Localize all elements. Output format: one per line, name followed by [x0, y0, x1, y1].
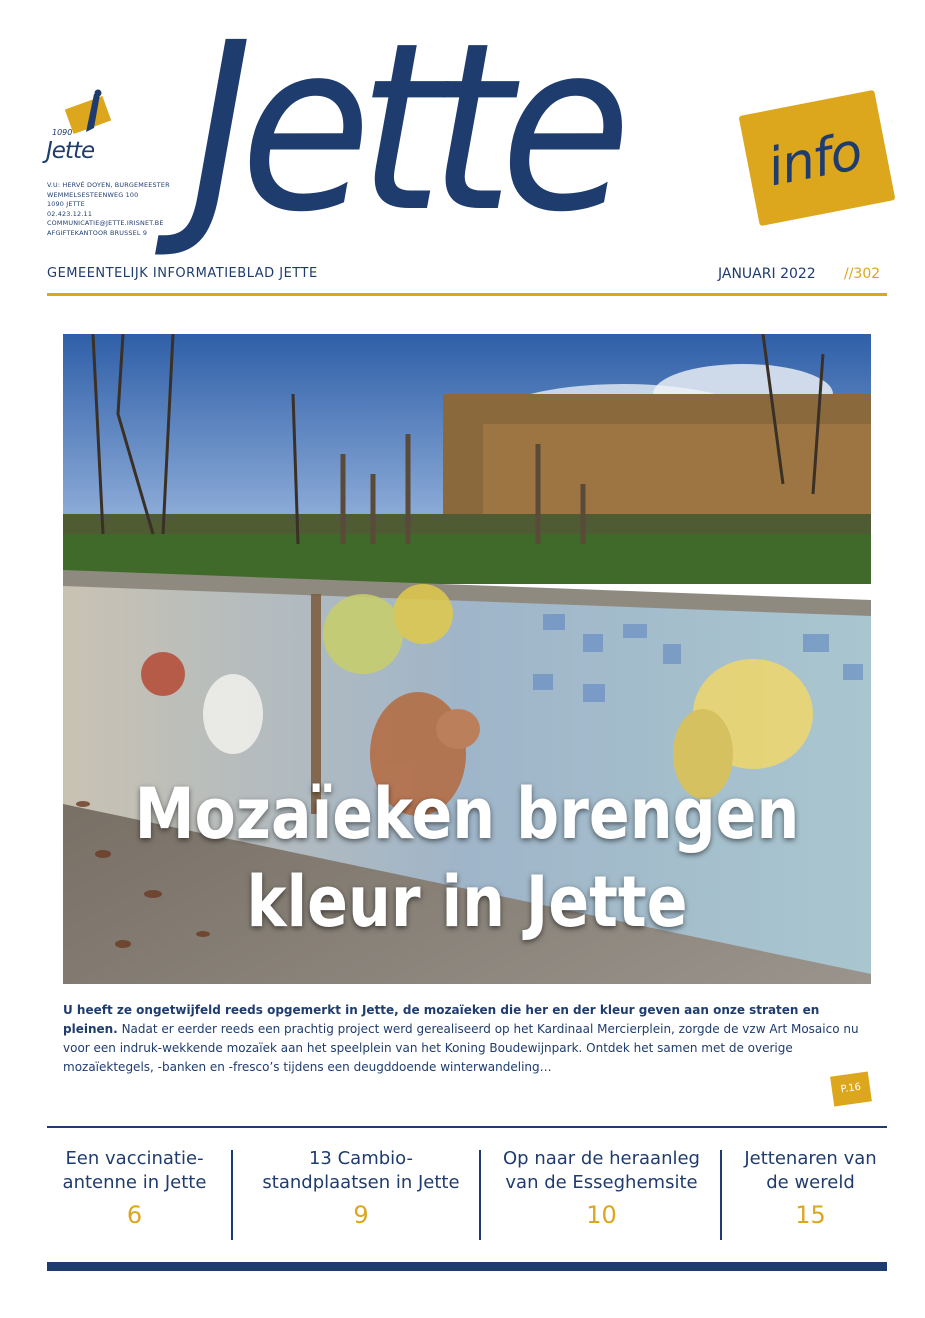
publisher-line: V.U: HERVÉ DOYEN, BURGEMEESTER: [47, 181, 170, 189]
section-rule: [47, 1126, 887, 1128]
logo-code: 1090: [52, 128, 73, 137]
cover-headline: [120, 770, 815, 946]
teaser-title: standplaatsen in Jette: [262, 1172, 460, 1193]
teaser-divider: [479, 1150, 481, 1240]
publisher-line: 02.423.12.11: [47, 209, 93, 218]
teaser-title: antenne in Jette: [62, 1172, 207, 1193]
teaser-cambio: [240, 1147, 482, 1229]
teaser-title: de wereld: [766, 1172, 855, 1193]
intro-paragraph: [63, 1001, 873, 1077]
footer-rule: [47, 1262, 887, 1271]
jette-logo: [46, 88, 126, 170]
publisher-line: COMMUNICATIE@JETTE.IRISNET.BE: [47, 219, 164, 228]
teaser-title: Een vaccinatie-: [65, 1148, 204, 1169]
publisher-line: AFGIFTEKANTOOR BRUSSEL 9: [47, 228, 148, 237]
tagline: GEMEENTELIJK INFORMATIEBLAD JETTE: [47, 266, 318, 281]
logo-wordmark: Jette: [46, 138, 95, 164]
publisher-info: [47, 181, 207, 239]
teaser-divider: [231, 1150, 233, 1240]
teaser-page: 10: [586, 1201, 617, 1229]
cover-headline-line: kleur in Jette: [246, 861, 688, 943]
teaser-title: 13 Cambio-: [308, 1148, 414, 1169]
page-reference-badge: P.16: [830, 1072, 872, 1107]
publisher-line: WEMMELSESTEENWEG 100: [47, 190, 139, 199]
teaser-divider: [720, 1150, 722, 1240]
cover-headline-line: Mozaïeken brengen: [134, 773, 800, 855]
teaser-title: Jettenaren van: [744, 1148, 877, 1169]
issue-date: JANUARI 2022: [718, 266, 816, 282]
issue-number: //302: [844, 266, 881, 282]
teaser-title: Op naar de heraanleg: [503, 1148, 700, 1169]
teaser-page: 6: [126, 1201, 143, 1229]
teaser-page: 15: [795, 1201, 826, 1229]
teaser-vaccination: [47, 1147, 222, 1229]
intro-lead: U heeft ze ongetwijfeld reeds opgemerkt in Jette, de mozaïeken die her en der kleur geven aan onze straten en pleinen.: [63, 1003, 820, 1036]
teaser-title: van de Esseghemsite: [505, 1172, 698, 1193]
intro-body: Nadat er eerder reeds een prachtig project werd gerealiseerd op het Kardinaal Mercierplein, zorgde de vzw Art Mosaico nu voor een indruk-wekkende mozaïek aan het speelplein van het Koning Boudewijnpark. Ontdek het samen met de overige mozaïektegels, -banken en -fresco’s tijdens een deugddoende winterwandeling…: [63, 1022, 859, 1074]
masthead-title: Jette: [190, 0, 619, 263]
info-badge-label: info: [763, 121, 867, 199]
publisher-line: 1090 JETTE: [47, 200, 85, 209]
teaser-page: 9: [353, 1201, 369, 1229]
teaser-jettenaren: [728, 1147, 893, 1229]
teaser-esseghem: [488, 1147, 715, 1229]
header-rule: [47, 293, 887, 296]
